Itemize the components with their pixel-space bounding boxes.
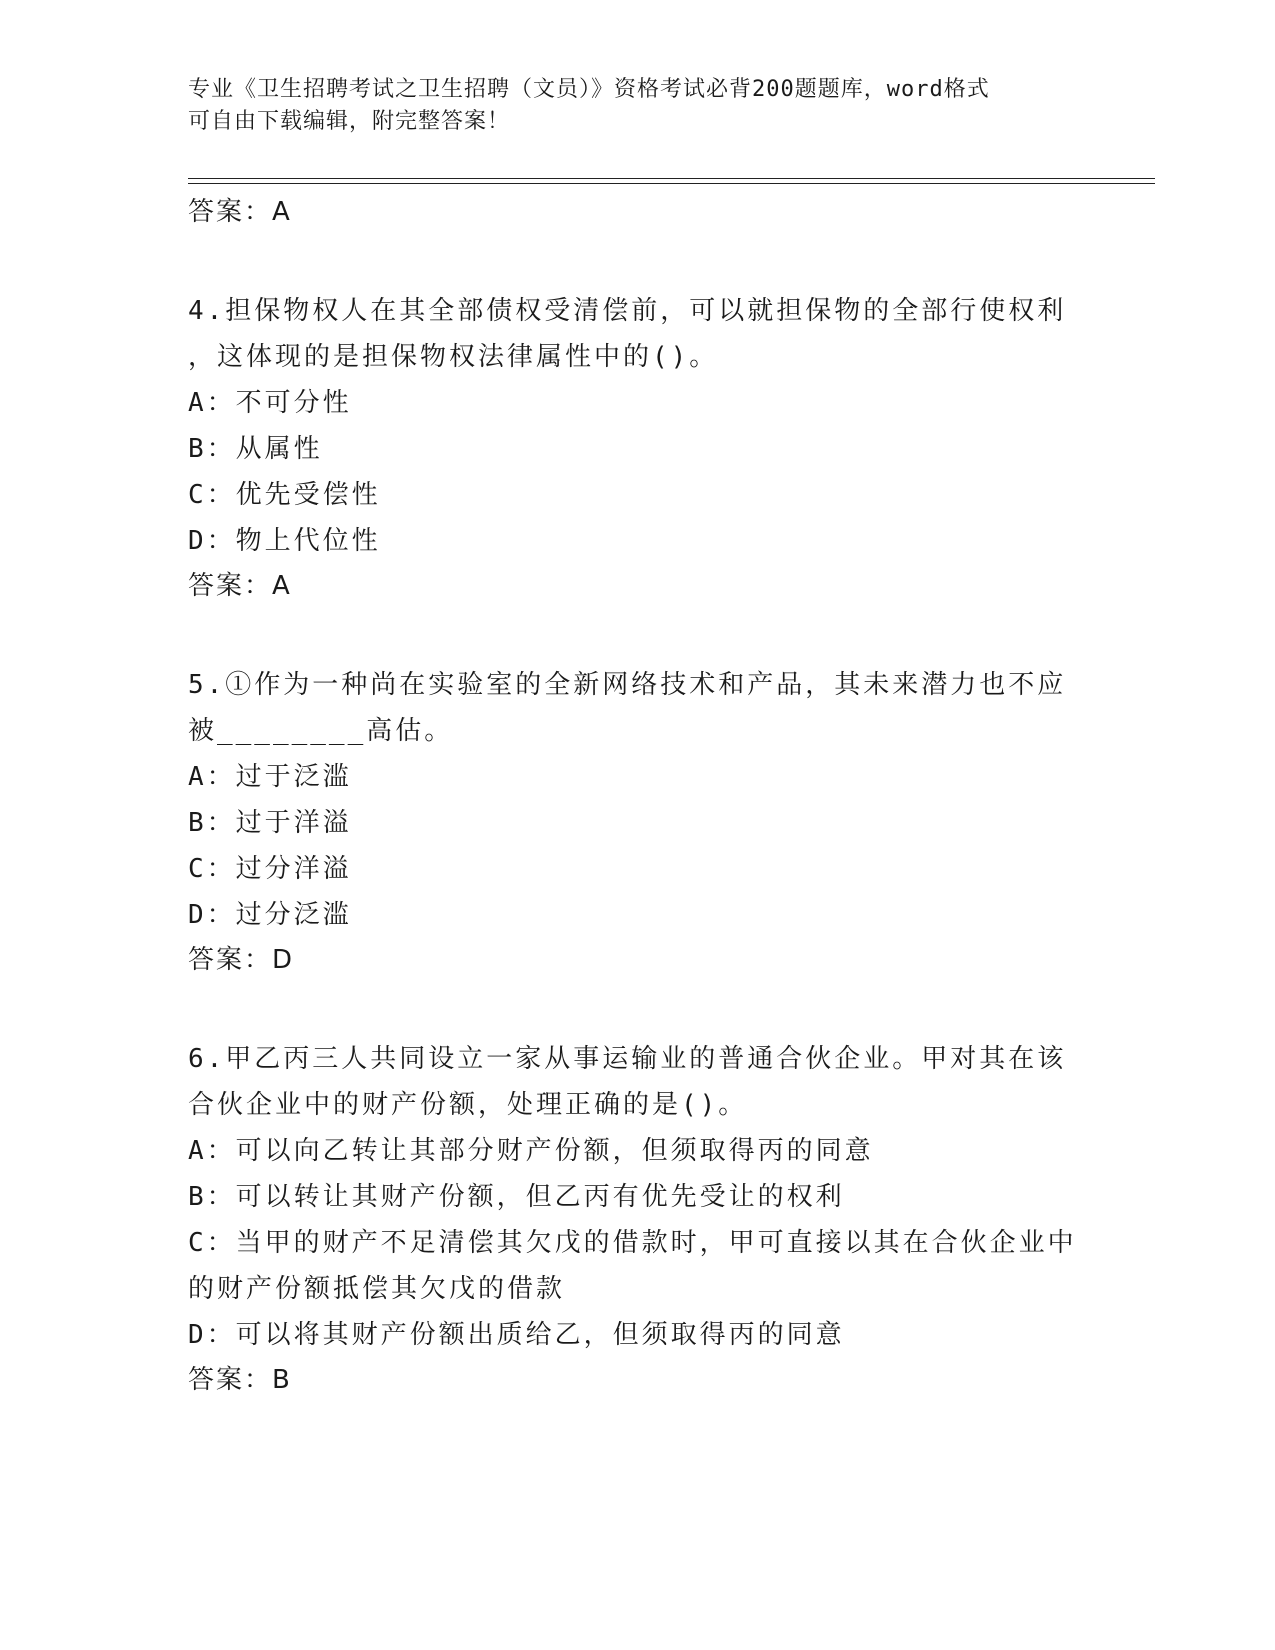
document-header	[188, 74, 1068, 138]
previous-answer: 答案：A	[188, 197, 292, 227]
option-a: A：可以向乙转让其部分财产份额，但须取得丙的同意	[188, 1136, 874, 1166]
option-a: A：不可分性	[188, 388, 352, 418]
answer: 答案：A	[188, 571, 292, 601]
option-d: D：物上代位性	[188, 526, 381, 556]
question-list	[188, 190, 1088, 1402]
option-b: B：可以转让其财产份额，但乙丙有优先受让的权利	[188, 1182, 845, 1212]
option-c: C：过分洋溢	[188, 854, 352, 884]
answer: 答案：B	[188, 1365, 292, 1395]
question-text-line-2: 合伙企业中的财产份额，处理正确的是()。	[188, 1090, 748, 1120]
spacer	[188, 982, 1088, 1036]
spacer	[188, 234, 1088, 288]
option-b: B：过于洋溢	[188, 808, 352, 838]
header-divider-top	[188, 178, 1155, 179]
header-line-1: 专业《卫生招聘考试之卫生招聘（文员）》资格考试必背200题题库，word格式	[188, 77, 990, 102]
option-c: C：优先受偿性	[188, 480, 381, 510]
option-c: C：当甲的财产不足清偿其欠戊的借款时，甲可直接以其在合伙企业中	[188, 1228, 1077, 1258]
answer: 答案：D	[188, 945, 295, 975]
header-line-2: 可自由下载编辑，附完整答案！	[188, 109, 511, 134]
option-d: D：可以将其财产份额出质给乙，但须取得丙的同意	[188, 1320, 845, 1350]
question-5	[188, 662, 1088, 982]
spacer	[188, 608, 1088, 662]
option-b: B：从属性	[188, 434, 323, 464]
option-a: A：过于泛滥	[188, 762, 352, 792]
question-6	[188, 1036, 1088, 1402]
question-text-line-2: ，这体现的是担保物权法律属性中的()。	[188, 342, 719, 372]
option-d: D：过分泛滥	[188, 900, 352, 930]
header-divider-bottom	[188, 183, 1155, 184]
question-text-line-2: 被________高估。	[188, 716, 454, 746]
question-text-line-1: 5.①作为一种尚在实验室的全新网络技术和产品，其未来潜力也不应	[188, 670, 1067, 700]
question-4	[188, 288, 1088, 608]
question-text-line-1: 6.甲乙丙三人共同设立一家从事运输业的普通合伙企业。甲对其在该	[188, 1044, 1067, 1074]
question-text-line-1: 4.担保物权人在其全部债权受清偿前，可以就担保物的全部行使权利	[188, 296, 1067, 326]
option-c-continued: 的财产份额抵偿其欠戊的借款	[188, 1274, 566, 1304]
